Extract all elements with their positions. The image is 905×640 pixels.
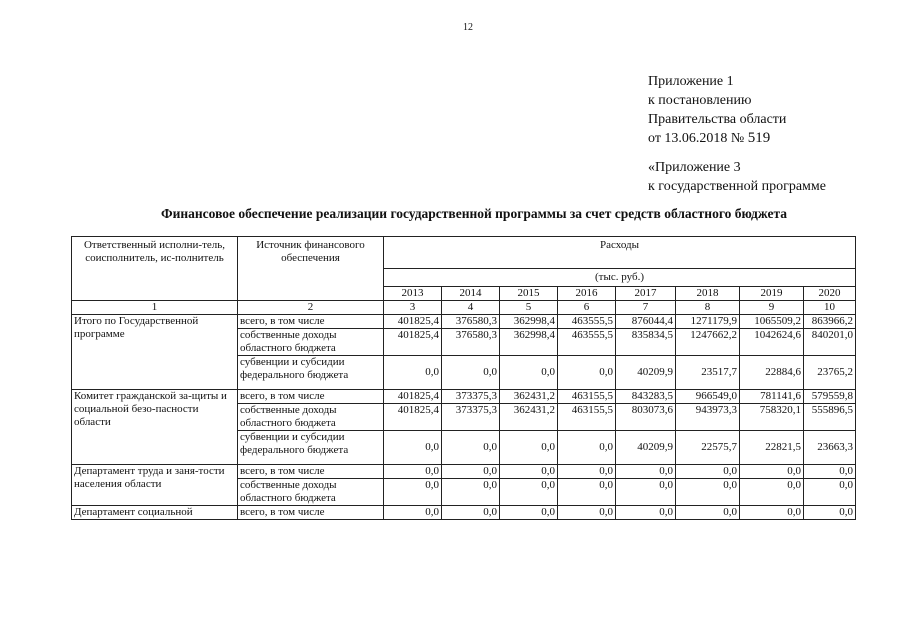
value-cell: 0,0 — [500, 506, 558, 520]
year-cell: 2019 — [740, 287, 804, 301]
value-cell: 579559,8 — [804, 390, 856, 404]
column-number-cell: 9 — [740, 301, 804, 315]
year-cell: 2017 — [616, 287, 676, 301]
value-cell: 0,0 — [804, 506, 856, 520]
value-cell: 373375,3 — [442, 404, 500, 431]
value-cell: 840201,0 — [804, 329, 856, 356]
value-cell: 835834,5 — [616, 329, 676, 356]
annex-block — [648, 72, 786, 148]
source-cell: всего, в том числе — [238, 315, 384, 329]
value-cell: 362431,2 — [500, 404, 558, 431]
column-number-cell: 5 — [500, 301, 558, 315]
value-cell: 0,0 — [442, 465, 500, 479]
value-cell: 0,0 — [384, 506, 442, 520]
annex-line-2: к постановлению — [648, 93, 752, 108]
value-cell: 1247662,2 — [676, 329, 740, 356]
executor-cell: Департамент труда и заня-тости населения области — [72, 465, 238, 506]
value-cell: 22821,5 — [740, 431, 804, 465]
value-cell: 863966,2 — [804, 315, 856, 329]
value-cell: 803073,6 — [616, 404, 676, 431]
value-cell: 362998,4 — [500, 315, 558, 329]
value-cell: 0,0 — [676, 465, 740, 479]
value-cell: 943973,3 — [676, 404, 740, 431]
column-number-cell: 1 — [72, 301, 238, 315]
value-cell: 0,0 — [500, 479, 558, 506]
value-cell: 40209,9 — [616, 356, 676, 390]
header-source: Источник финансового обеспечения — [238, 237, 384, 301]
source-cell: собственные доходы областного бюджета — [238, 329, 384, 356]
header-executor: Ответственный исполни-тель, соисполнитель, ис-полнитель — [72, 237, 238, 301]
value-cell: 0,0 — [500, 356, 558, 390]
annex-line-1: Приложение 1 — [648, 74, 734, 89]
table-row — [72, 390, 856, 404]
value-cell: 966549,0 — [676, 390, 740, 404]
value-cell: 0,0 — [676, 479, 740, 506]
value-cell: 23517,7 — [676, 356, 740, 390]
value-cell: 362998,4 — [500, 329, 558, 356]
source-cell: собственные доходы областного бюджета — [238, 479, 384, 506]
header-expenses: Расходы — [384, 237, 856, 269]
year-cell: 2013 — [384, 287, 442, 301]
table-row — [72, 506, 856, 520]
value-cell: 0,0 — [384, 356, 442, 390]
source-cell: собственные доходы областного бюджета — [238, 404, 384, 431]
value-cell: 0,0 — [384, 465, 442, 479]
value-cell: 401825,4 — [384, 329, 442, 356]
value-cell: 0,0 — [558, 465, 616, 479]
year-cell: 2020 — [804, 287, 856, 301]
value-cell: 463155,5 — [558, 390, 616, 404]
value-cell: 0,0 — [740, 506, 804, 520]
value-cell: 1271179,9 — [676, 315, 740, 329]
value-cell: 1042624,6 — [740, 329, 804, 356]
value-cell: 401825,4 — [384, 315, 442, 329]
value-cell: 0,0 — [804, 465, 856, 479]
value-cell: 40209,9 — [616, 431, 676, 465]
year-cell: 2014 — [442, 287, 500, 301]
value-cell: 401825,4 — [384, 404, 442, 431]
source-cell: всего, в том числе — [238, 506, 384, 520]
value-cell: 0,0 — [384, 479, 442, 506]
annex-number: 519 — [747, 130, 771, 146]
executor-cell: Итого по Государственной программе — [72, 315, 238, 390]
document-title: Финансовое обеспечение реализации государственной программы за счет средств областного бюджета — [161, 206, 788, 221]
value-cell: 0,0 — [558, 431, 616, 465]
source-cell: субвенции и субсидии федерального бюджета — [238, 431, 384, 465]
value-cell: 463555,5 — [558, 315, 616, 329]
column-numbers-row — [72, 301, 856, 315]
annex-line-3: Правительства области — [648, 112, 787, 127]
value-cell: 0,0 — [558, 506, 616, 520]
value-cell: 0,0 — [616, 479, 676, 506]
annex-block-2 — [648, 158, 826, 196]
executor-cell: Комитет гражданской за-щиты и социальной безо-пасности области — [72, 390, 238, 465]
annex2-line-2: к государственной программе — [648, 179, 826, 194]
value-cell: 463555,5 — [558, 329, 616, 356]
source-cell: всего, в том числе — [238, 465, 384, 479]
column-number-cell: 7 — [616, 301, 676, 315]
value-cell: 0,0 — [616, 506, 676, 520]
value-cell: 373375,3 — [442, 390, 500, 404]
value-cell: 0,0 — [500, 465, 558, 479]
value-cell: 0,0 — [442, 431, 500, 465]
page-number: 12 — [463, 22, 473, 33]
annex-date: от 13.06.2018 № — [648, 131, 745, 146]
value-cell: 781141,6 — [740, 390, 804, 404]
year-cell: 2018 — [676, 287, 740, 301]
table-row — [72, 465, 856, 479]
value-cell: 0,0 — [676, 506, 740, 520]
value-cell: 0,0 — [442, 356, 500, 390]
value-cell: 758320,1 — [740, 404, 804, 431]
header-units: (тыс. руб.) — [384, 269, 856, 287]
value-cell: 1065509,2 — [740, 315, 804, 329]
value-cell: 876044,4 — [616, 315, 676, 329]
column-number-cell: 10 — [804, 301, 856, 315]
value-cell: 0,0 — [500, 431, 558, 465]
year-cell: 2015 — [500, 287, 558, 301]
value-cell: 0,0 — [558, 356, 616, 390]
column-number-cell: 8 — [676, 301, 740, 315]
value-cell: 22884,6 — [740, 356, 804, 390]
value-cell: 23663,3 — [804, 431, 856, 465]
value-cell: 401825,4 — [384, 390, 442, 404]
value-cell: 0,0 — [740, 465, 804, 479]
value-cell: 22575,7 — [676, 431, 740, 465]
finance-table — [71, 236, 856, 520]
value-cell: 0,0 — [442, 506, 500, 520]
column-number-cell: 2 — [238, 301, 384, 315]
annex-line-4 — [648, 129, 786, 148]
value-cell: 0,0 — [442, 479, 500, 506]
source-cell: субвенции и субсидии федерального бюджета — [238, 356, 384, 390]
value-cell: 0,0 — [804, 479, 856, 506]
value-cell: 0,0 — [384, 431, 442, 465]
executor-cell: Департамент социальной — [72, 506, 238, 520]
value-cell: 843283,5 — [616, 390, 676, 404]
annex2-line-1: «Приложение 3 — [648, 160, 741, 175]
value-cell: 362431,2 — [500, 390, 558, 404]
column-number-cell: 6 — [558, 301, 616, 315]
value-cell: 0,0 — [740, 479, 804, 506]
value-cell: 555896,5 — [804, 404, 856, 431]
value-cell: 23765,2 — [804, 356, 856, 390]
table-row — [72, 315, 856, 329]
value-cell: 376580,3 — [442, 315, 500, 329]
year-cell: 2016 — [558, 287, 616, 301]
column-number-cell: 4 — [442, 301, 500, 315]
column-number-cell: 3 — [384, 301, 442, 315]
value-cell: 0,0 — [616, 465, 676, 479]
value-cell: 0,0 — [558, 479, 616, 506]
value-cell: 376580,3 — [442, 329, 500, 356]
value-cell: 463155,5 — [558, 404, 616, 431]
source-cell: всего, в том числе — [238, 390, 384, 404]
